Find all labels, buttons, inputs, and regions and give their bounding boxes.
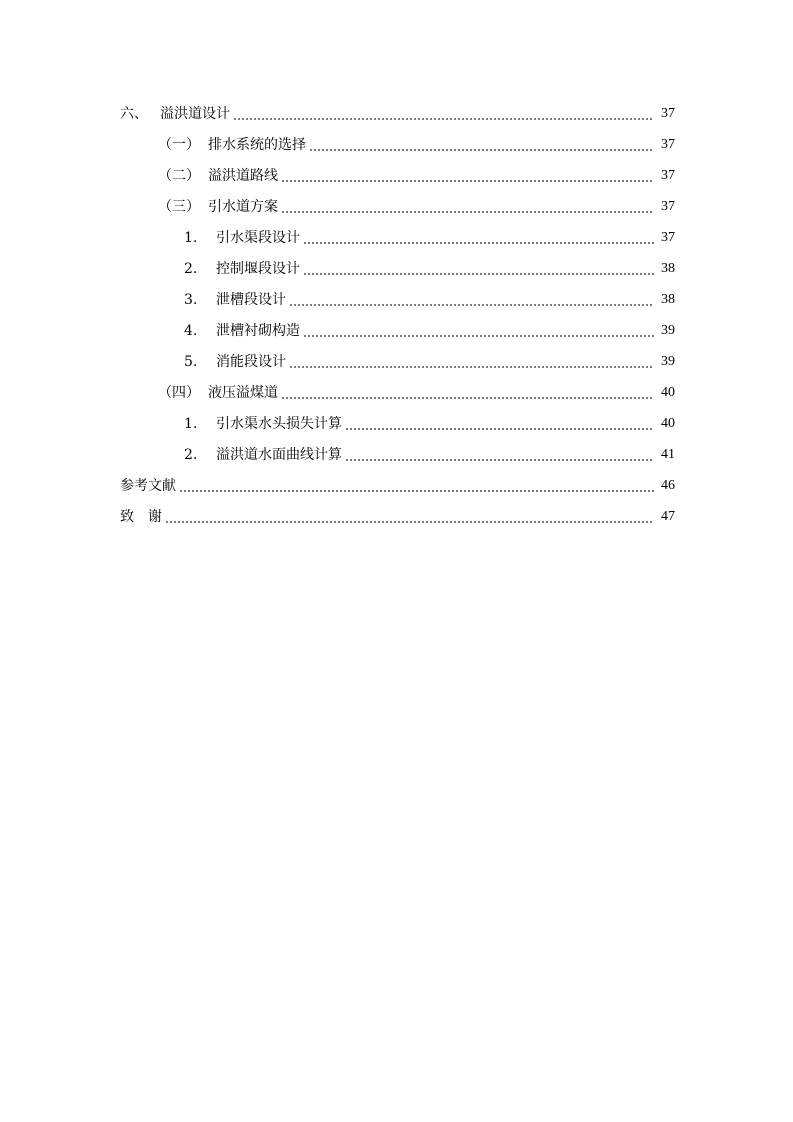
toc-entry-number: 六、 [120,105,148,122]
toc-entry[interactable] [0,346,793,377]
toc-entry-title: 引水道方案 [208,198,278,215]
toc-dot-leader [309,149,654,151]
toc-entry-title: 致 谢 [120,508,162,525]
toc-page-number: 41 [661,446,675,462]
toc-entry[interactable] [0,501,793,532]
toc-entry-number: （四） [158,384,200,401]
toc-dot-leader [281,211,654,213]
toc-entry-number: 2. [184,260,198,277]
toc-entry[interactable] [0,377,793,408]
toc-page-number: 38 [661,260,675,276]
toc-entry-number: （一） [158,136,200,153]
toc-entry-title: 溢洪道水面曲线计算 [216,446,342,463]
toc-dot-leader [179,490,654,492]
toc-dot-leader [165,521,654,523]
toc-entry[interactable] [0,98,793,129]
toc-entry[interactable] [0,160,793,191]
toc-dot-leader [303,335,654,337]
toc-entry-title: 溢洪道设计 [160,105,230,122]
toc-page-number: 40 [661,384,675,400]
toc-entry[interactable] [0,222,793,253]
toc-entry-number: 4. [184,322,198,339]
toc-entry-number: （三） [158,198,200,215]
toc-entry[interactable] [0,439,793,470]
table-of-contents [0,98,793,532]
toc-entry-title: 泄槽衬砌构造 [216,322,300,339]
toc-entry-number: 1. [184,229,198,246]
toc-entry[interactable] [0,315,793,346]
toc-page-number: 46 [661,477,675,493]
toc-entry-title: 控制堰段设计 [216,260,300,277]
toc-entry-title: 引水渠水头损失计算 [216,415,342,432]
toc-page-number: 37 [661,229,675,245]
toc-entry-number: （二） [158,167,200,184]
toc-entry-title: 引水渠段设计 [216,229,300,246]
toc-dot-leader [303,273,654,275]
toc-entry-number: 5. [184,353,198,370]
toc-entry-title: 溢洪道路线 [208,167,278,184]
toc-dot-leader [345,459,654,461]
toc-entry-title: 排水系统的选择 [208,136,306,153]
toc-entry-title: 参考文献 [120,477,176,494]
toc-dot-leader [233,118,654,120]
toc-page-number: 38 [661,291,675,307]
toc-dot-leader [281,180,654,182]
toc-entry-number: 2. [184,446,198,463]
toc-page-number: 37 [661,198,675,214]
toc-dot-leader [289,304,654,306]
toc-dot-leader [281,397,654,399]
toc-page-number: 47 [661,508,675,524]
toc-dot-leader [345,428,654,430]
toc-entry-title: 液压溢煤道 [208,384,278,401]
toc-entry-number: 3. [184,291,198,308]
toc-page-number: 37 [661,167,675,183]
toc-entry-title: 消能段设计 [216,353,286,370]
toc-entry[interactable] [0,470,793,501]
toc-entry-title: 泄槽段设计 [216,291,286,308]
toc-entry[interactable] [0,129,793,160]
toc-entry[interactable] [0,191,793,222]
toc-page-number: 39 [661,322,675,338]
toc-dot-leader [303,242,654,244]
toc-entry[interactable] [0,284,793,315]
toc-dot-leader [289,366,654,368]
toc-entry[interactable] [0,253,793,284]
toc-page-number: 37 [661,105,675,121]
toc-entry-number: 1. [184,415,198,432]
toc-page-number: 39 [661,353,675,369]
toc-page-number: 40 [661,415,675,431]
toc-page-number: 37 [661,136,675,152]
toc-entry[interactable] [0,408,793,439]
